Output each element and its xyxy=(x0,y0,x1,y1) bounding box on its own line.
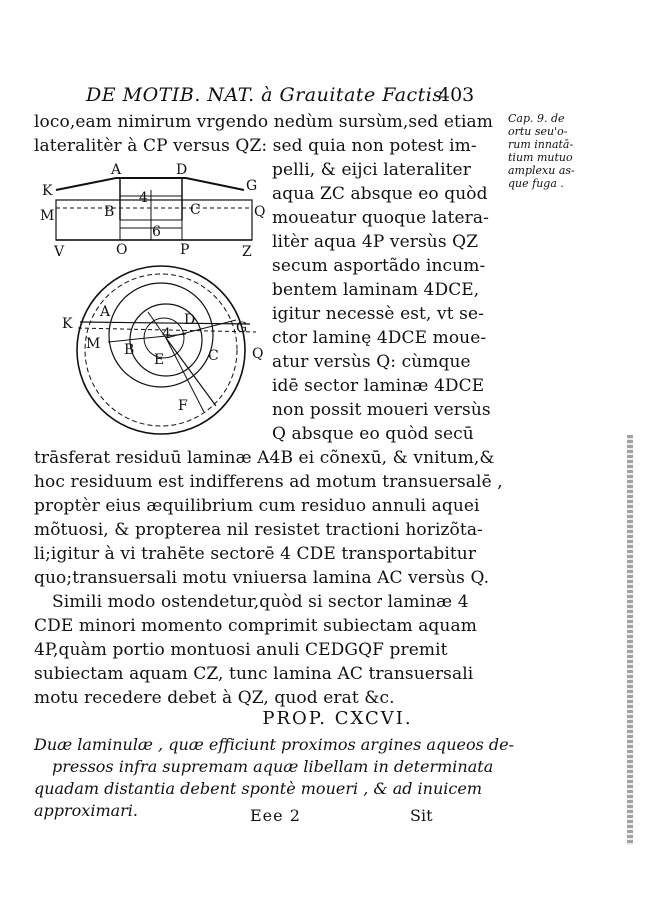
enunciation-line: quadam distantia debent spontè moueri , & ad inuicem xyxy=(34,779,482,798)
marginal-note xyxy=(508,112,588,190)
enunciation-line: Duæ laminulæ , quæ efficiunt proximos argines aqueos de- xyxy=(34,735,515,754)
text-line: ctor laminę 4DCE moue- xyxy=(272,328,487,348)
figure-label-d: D xyxy=(184,312,196,328)
text-line: pelli, & eijci lateraliter xyxy=(272,160,471,180)
figure-label-k: K xyxy=(62,316,73,332)
circular-lamina-diagram xyxy=(62,266,263,434)
figure-label-four: 4 xyxy=(162,326,171,342)
text-line: litèr aqua 4P versùs QZ xyxy=(272,232,479,252)
text-line: non possit moueri versùs xyxy=(272,400,491,420)
page-footer xyxy=(250,806,480,828)
text-line: Simili modo ostendetur,quòd si sector laminæ 4 xyxy=(52,592,469,612)
figure-label-v: V xyxy=(54,244,65,260)
catchword: Sit xyxy=(410,806,433,825)
figure-label-e: E xyxy=(154,352,165,368)
enunciation-line: approximari. xyxy=(34,801,139,820)
signature-mark: Eee 2 xyxy=(250,806,301,825)
figure-label-c: C xyxy=(190,202,201,218)
figure-label-z: Z xyxy=(242,244,252,260)
figure-label-six: 6 xyxy=(152,224,161,240)
figure-label-m: M xyxy=(86,336,101,352)
marginal-note-line: Cap. 9. de xyxy=(508,112,565,125)
text-line: idē sector laminæ 4DCE xyxy=(272,376,485,396)
figure-label-q: Q xyxy=(254,204,266,220)
text-line: aqua ZC absque eo quòd xyxy=(272,184,488,204)
figure-label-a: A xyxy=(100,304,111,320)
marginal-note-line: amplexu as- xyxy=(508,164,575,177)
figure-label-g: G xyxy=(236,320,248,336)
figure-label-c: C xyxy=(208,348,219,364)
figure-label-d: D xyxy=(176,162,188,178)
figure-label-m: M xyxy=(40,208,55,224)
figure-label-b: B xyxy=(104,204,115,220)
text-line: lateralitèr à CP versus QZ: sed quia non potest im- xyxy=(34,136,477,156)
figure-label-k: K xyxy=(42,183,53,199)
figure-label-o: O xyxy=(116,242,128,258)
text-line: mõtuosi, & propterea nil resistet tractioni horizõta- xyxy=(34,520,483,540)
figure-label-q: Q xyxy=(252,346,264,362)
binding-gutter xyxy=(627,435,633,845)
text-line: li;igitur à vi trahēte sectorē 4 CDE transportabitur xyxy=(34,544,477,564)
rectangular-lamina-diagram xyxy=(40,162,265,260)
page-header xyxy=(86,84,486,110)
text-line: subiectam aquam CZ, tunc lamina AC transuersali xyxy=(34,664,474,684)
text-line: proptèr eius æquilibrium cum residuo annuli aquei xyxy=(34,496,480,516)
text-line: secum asportãdo incum- xyxy=(272,256,486,276)
text-line: Q absque eo quòd secū xyxy=(272,424,474,444)
figure-label-b: B xyxy=(124,342,135,358)
text-line: igitur necessè est, vt se- xyxy=(272,304,484,324)
marginal-note-line: rum innatā- xyxy=(508,138,574,151)
text-line: trāsferat residuū laminæ A4B ei cõnexū, & vnitum,& xyxy=(34,448,495,468)
text-line: motu recedere debet à QZ, quod erat &c. xyxy=(34,688,395,708)
running-title: DE MOTIB. NAT. à Grauitate Factis xyxy=(86,84,443,106)
text-line: moueatur quoque latera- xyxy=(272,208,489,228)
figure-label-p: P xyxy=(180,242,190,258)
figure-label-four: 4 xyxy=(139,190,148,206)
text-line: bentem laminam 4DCE, xyxy=(272,280,480,300)
enunciation-line: pressos infra supremam aquæ libellam in determinata xyxy=(52,757,494,776)
text-line: hoc residuum est indifferens ad motum transuersalē , xyxy=(34,472,503,492)
marginal-note-line: ortu seu'o- xyxy=(508,125,568,138)
page-number: 403 xyxy=(438,84,475,106)
text-line: quo;transuersali motu vniuersa lamina AC versùs Q. xyxy=(34,568,490,588)
figure-label-g: G xyxy=(246,178,258,194)
figure-label-f: F xyxy=(178,398,188,414)
marginal-note-line: que fuga . xyxy=(508,177,564,190)
proposition-title: PROP. CXCVI. xyxy=(262,708,413,729)
figure-label-a: A xyxy=(111,162,122,178)
text-line: 4P,quàm portio montuosi anuli CEDGQF premit xyxy=(34,640,448,660)
text-line: atur versùs Q: cùmque xyxy=(272,352,471,372)
geometric-figure xyxy=(36,160,276,440)
text-line: CDE minori momento comprimit subiectam aquam xyxy=(34,616,477,636)
text-line: loco,eam nimirum vrgendo nedùm sursùm,sed etiam xyxy=(34,112,493,132)
marginal-note-line: tium mutuo xyxy=(508,151,573,164)
